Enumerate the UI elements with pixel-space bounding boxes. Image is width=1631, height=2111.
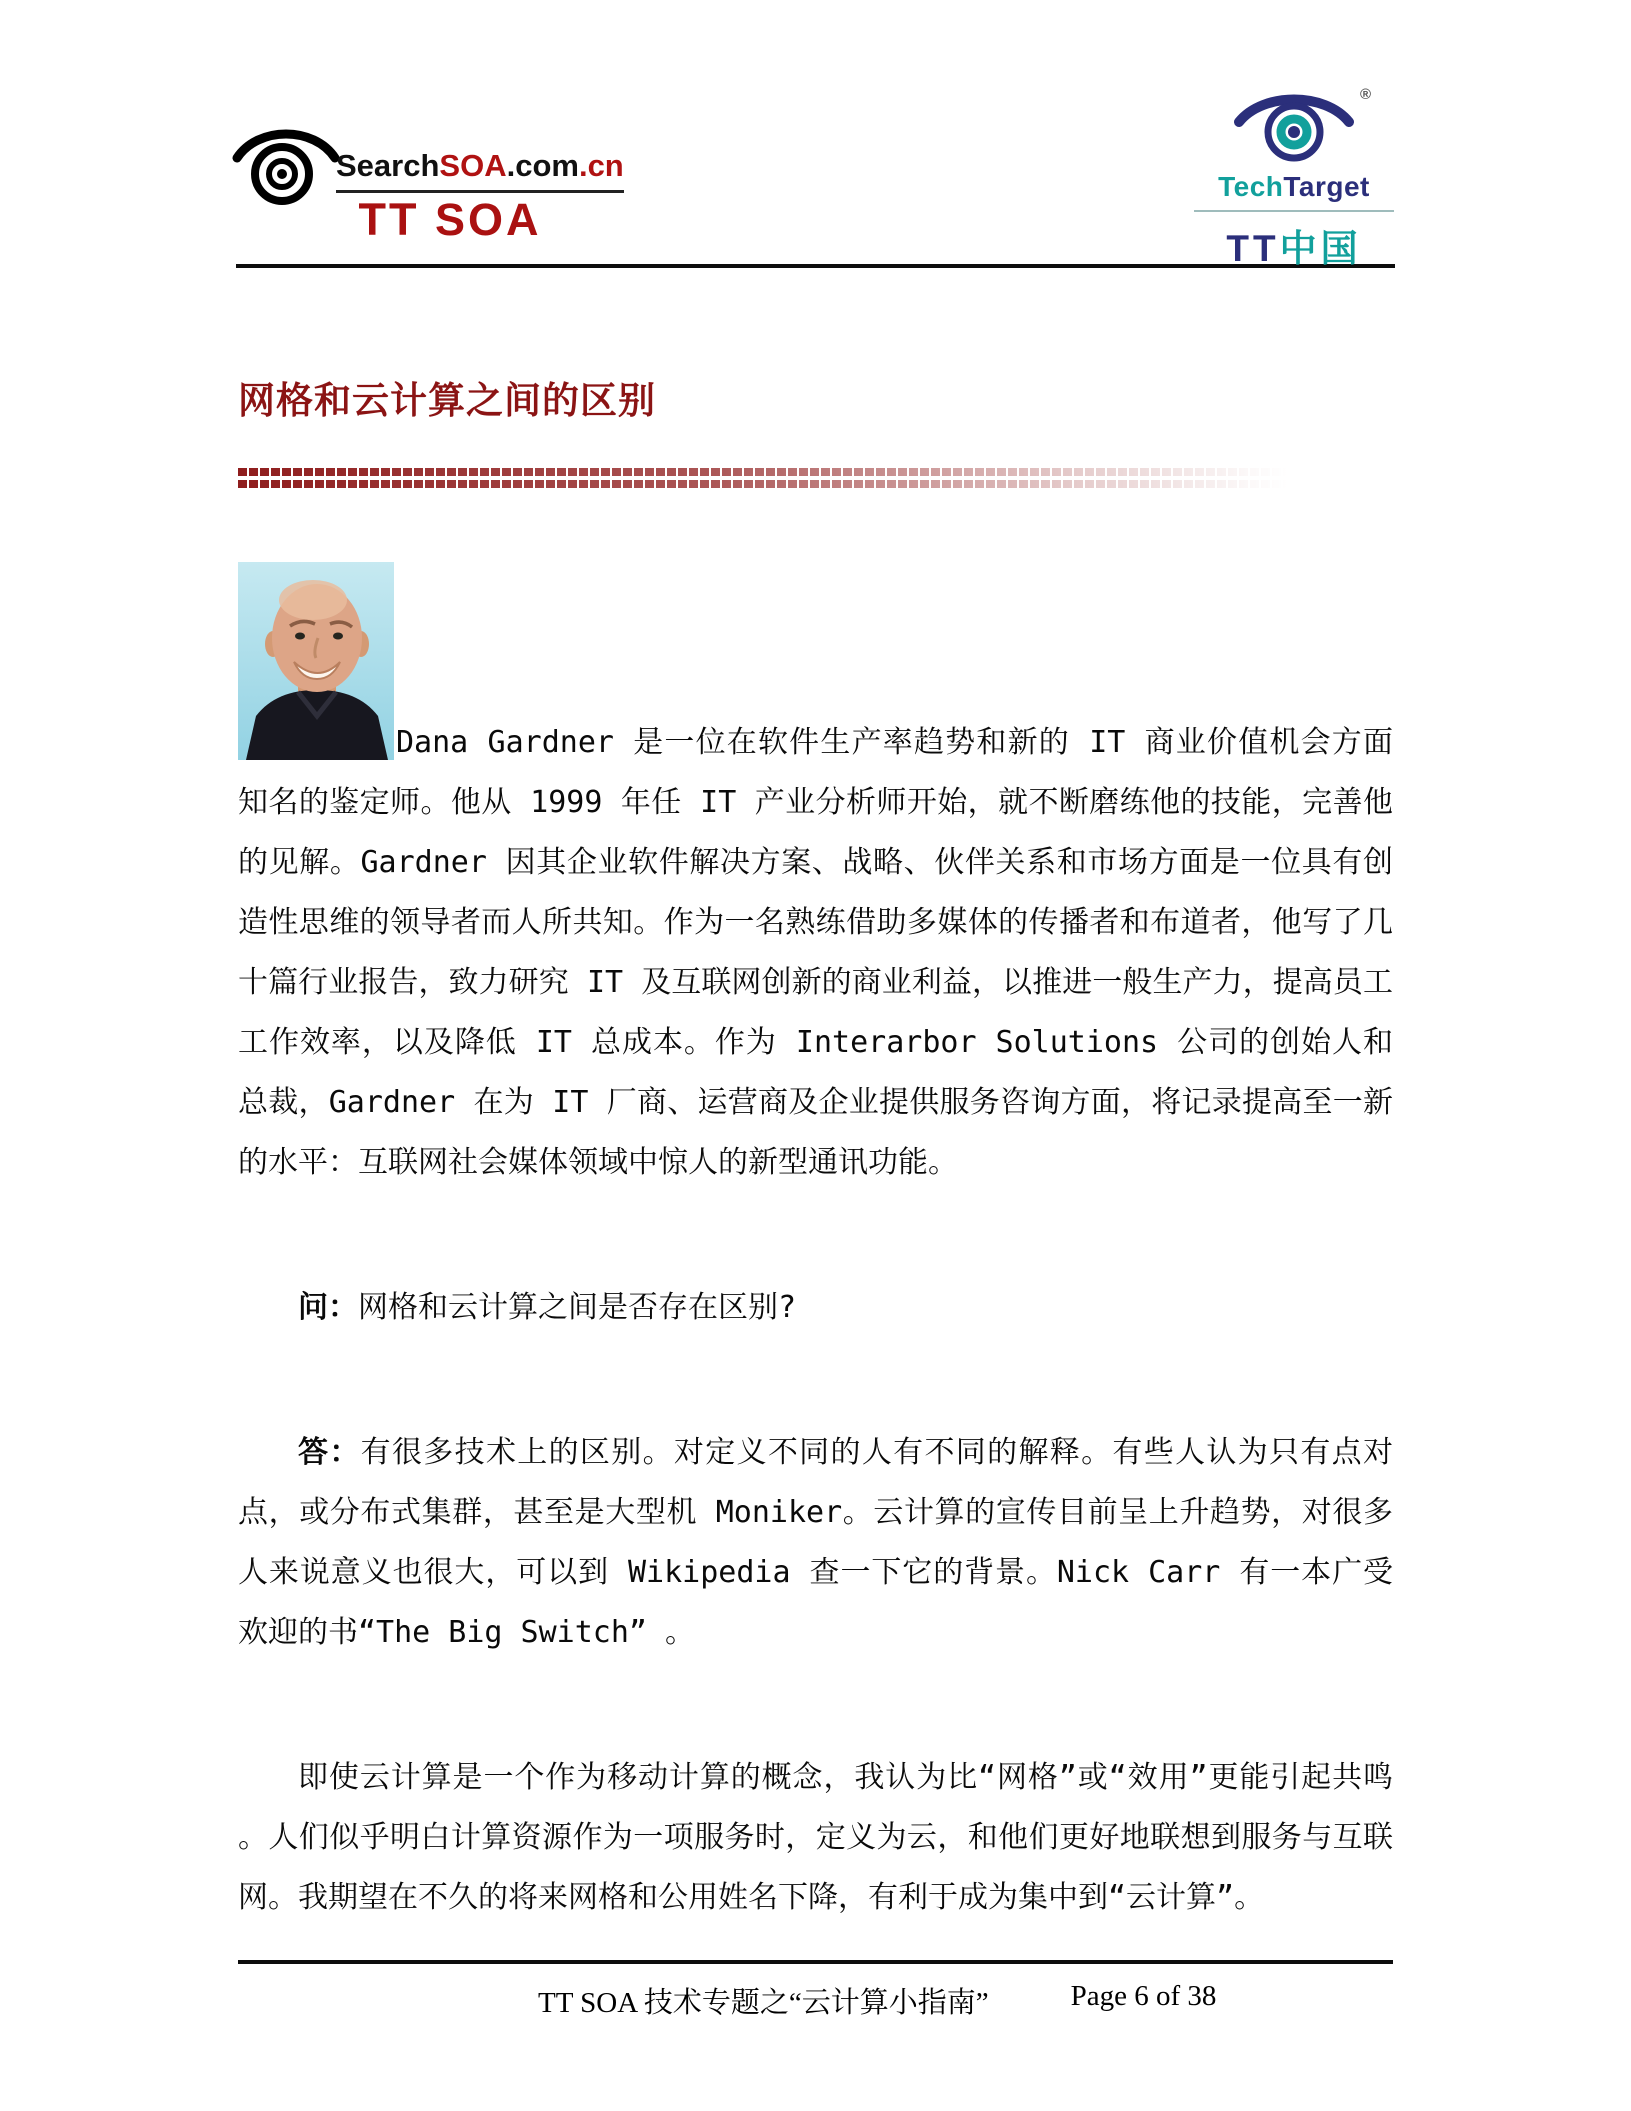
closing-text: 即使云计算是一个作为移动计算的概念，我认为比“网格”或“效用”更能引起共鸣 。人们似乎明白计算资源作为一项服务时，定义为云，和他们更好地联想到服务与互联网。我期望在不久的将来网格和公用姓名下降，有利于成为集中到“云计算”。 (238, 1760, 1393, 1915)
searchsoa-eye-icon (232, 122, 340, 214)
answer-label: 答： (298, 1435, 361, 1470)
ttsoa-wordmark: TT SOA (358, 194, 542, 245)
decorative-dotted-bar (238, 468, 1288, 488)
dana-gardner-photo (238, 562, 394, 760)
answer-text: 有很多技术上的区别。对定义不同的人有不同的解释。有些人认为只有点对点，或分布式集群，甚至是大型机 Moniker。云计算的宣传目前呈上升趋势，对很多人来说意义也很大，可以到 Wikipedia 查一下它的背景。Nick Carr 有一本广受欢迎的书“The Big Switch” 。 (238, 1435, 1394, 1650)
footer-publication: TT SOA 技术专题之“云计算小指南” (538, 1987, 989, 2019)
searchsoa-logo (232, 120, 624, 250)
wordmark-dotcom: .com (506, 148, 579, 183)
wordmark-china: 中国 (1279, 228, 1362, 269)
question-text: 网格和云计算之间是否存在区别? (358, 1290, 797, 1325)
footer-page-number: Page 6 of 38 (1070, 1980, 1217, 2012)
wordmark-target: Target (1283, 171, 1370, 202)
registered-mark: ® (1359, 86, 1371, 103)
wordmark-tech: Tech (1218, 171, 1284, 202)
wordmark-dotcn: .cn (578, 148, 624, 183)
page-footer (238, 1960, 1393, 2021)
wordmark-tt: TT (1226, 228, 1280, 269)
techtarget-divider (1194, 210, 1394, 212)
wordmark-soa: SOA (439, 148, 507, 183)
techtarget-eye-icon (1231, 84, 1357, 164)
searchsoa-wordmark (336, 148, 624, 193)
question-paragraph (238, 1278, 1393, 1338)
question-label: 问： (298, 1290, 358, 1325)
wordmark-search: Search (336, 148, 440, 183)
article (238, 370, 1393, 1928)
intro-paragraph (238, 562, 1393, 1193)
intro-text: Dana Gardner 是一位在软件生产率趋势和新的 IT 商业价值机会方面知名的鉴定师。他从 1999 年任 IT 产业分析师开始，就不断磨练他的技能，完善他的见解。Gardner 因其企业软件解决方案、战略、伙伴关系和市场方面是一位具有创造性思维的领导者而人所共知。作为一名熟练借助多媒体的传播者和布道者，他写了几十篇行业报告，致力研究 IT 及互联网创新的商业利益，以推进一般生产力，提高员工工作效率，以及降低 IT 总成本。作为 Interarbor Solutions 公司的创始人和总裁，Gardner 在为 IT 厂商、运营商及企业提供服务咨询方面，将记录提高至一新的水平：互联网社会媒体领域中惊人的新型通讯功能。 (238, 725, 1393, 1180)
tt-china-wordmark (1188, 218, 1400, 272)
article-title: 网格和云计算之间的区别 (238, 380, 656, 421)
closing-paragraph (238, 1748, 1393, 1928)
techtarget-logo (1188, 84, 1400, 272)
techtarget-wordmark (1188, 171, 1400, 203)
footer-row (238, 1964, 1393, 2021)
page-header (0, 0, 1631, 269)
answer-paragraph (238, 1423, 1393, 1663)
